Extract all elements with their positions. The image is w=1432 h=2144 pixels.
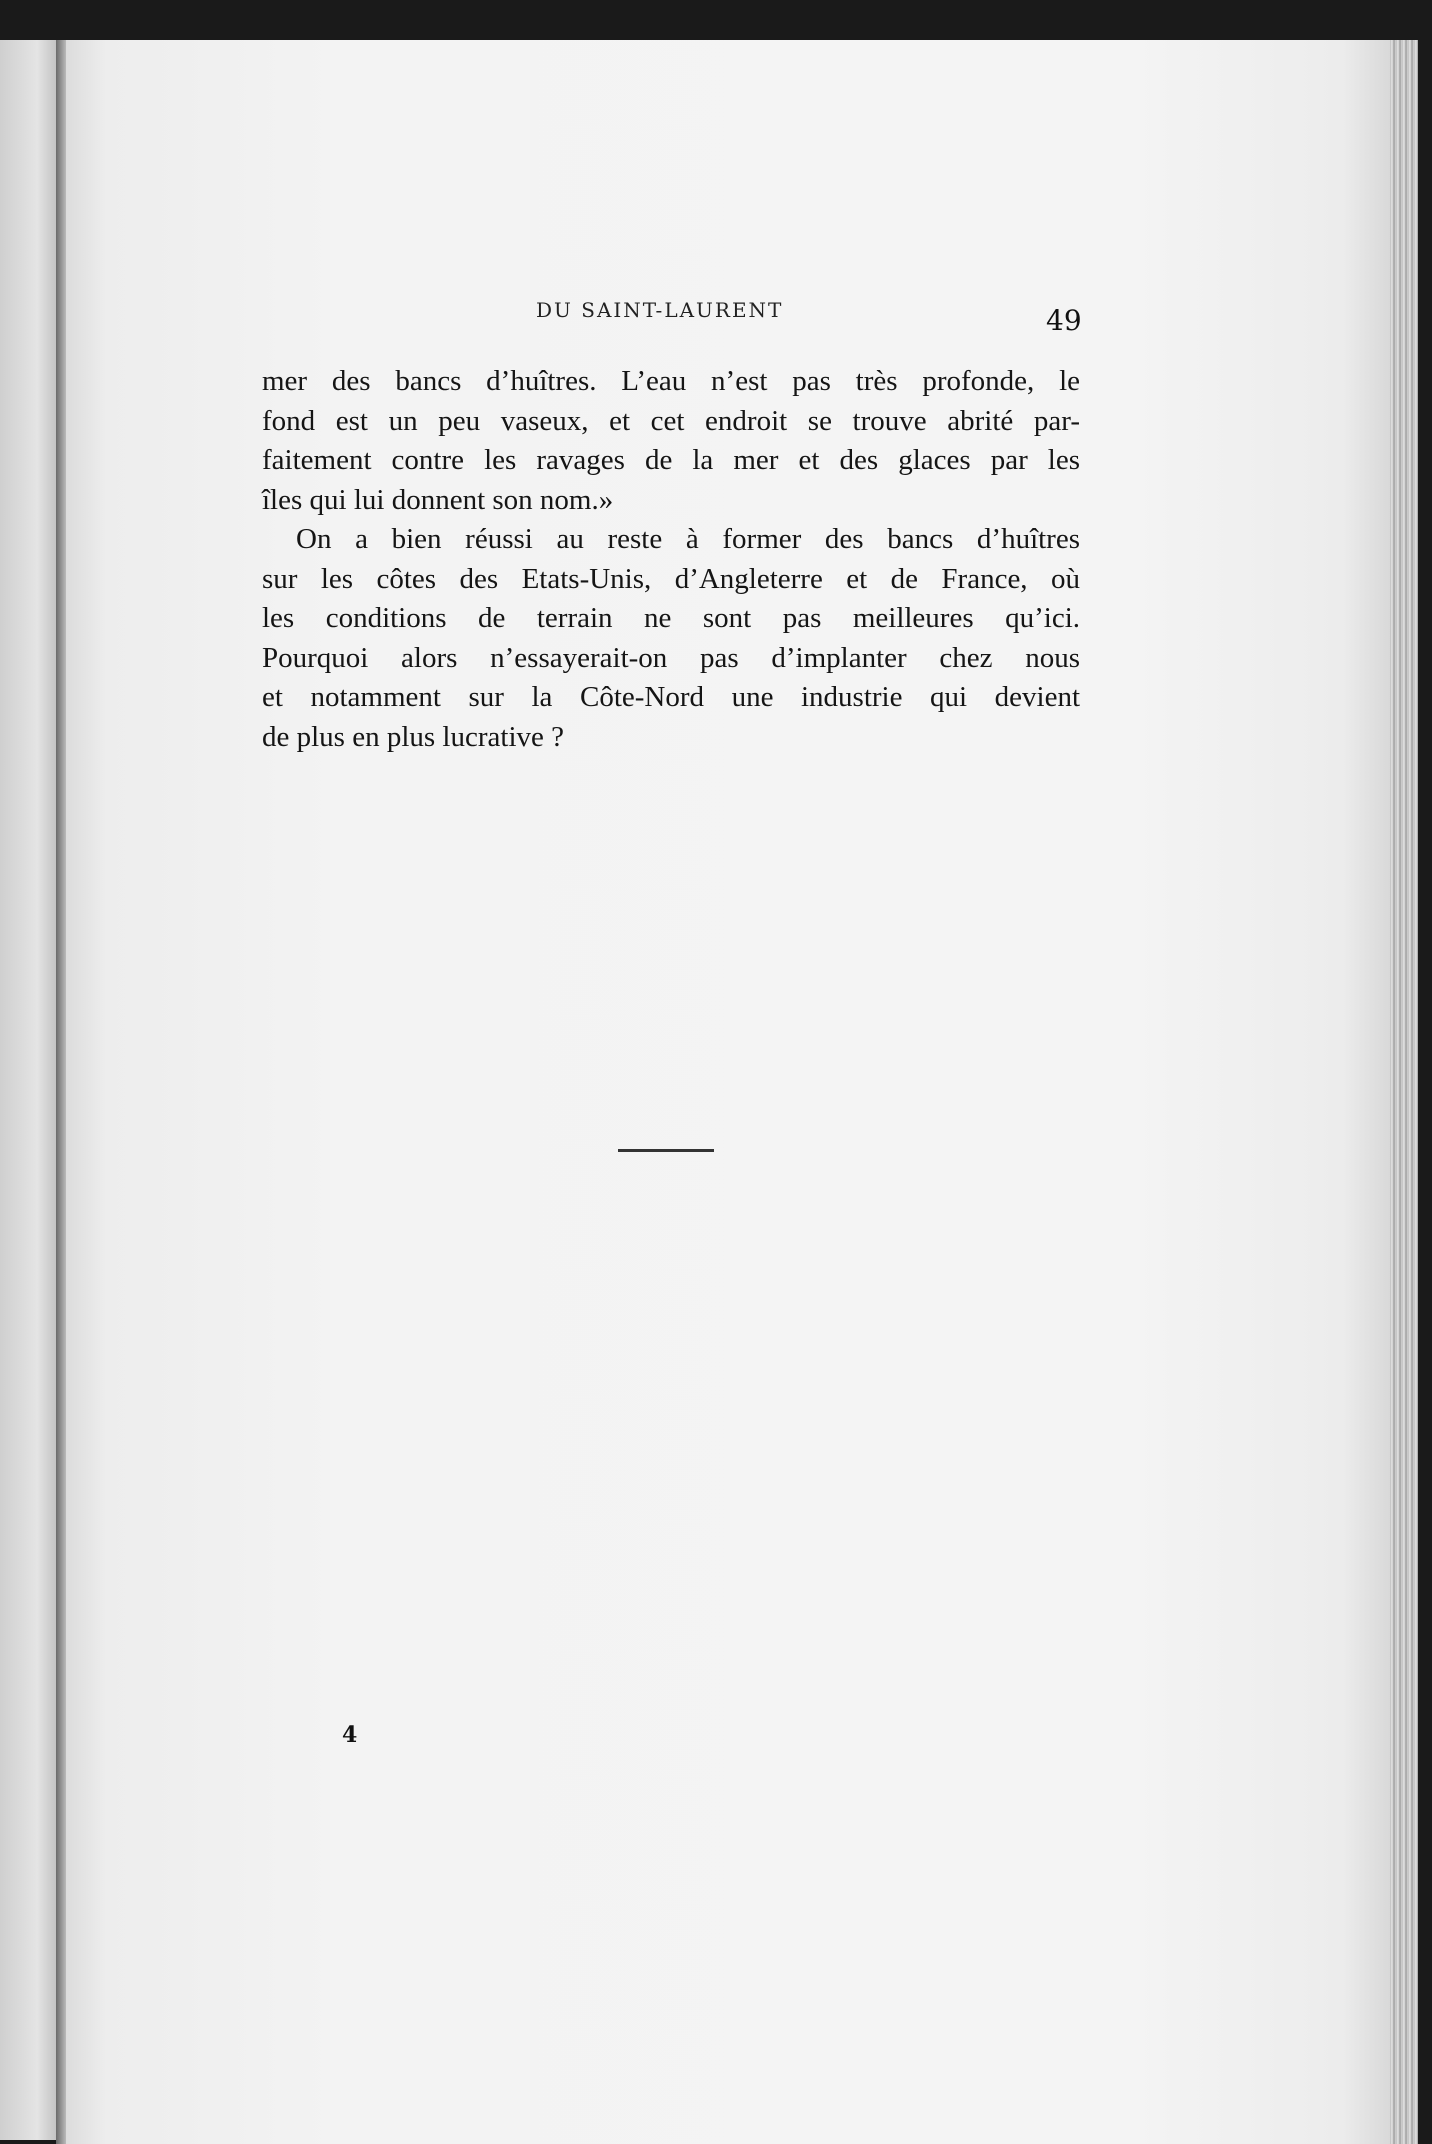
page-block-edges <box>1390 40 1418 2144</box>
section-end-rule <box>618 1149 714 1152</box>
text-line: îles qui lui donnent son nom.» <box>262 483 614 516</box>
book-page <box>66 40 1396 2144</box>
text-line: Pourquoi alors n’essayerait-on pas d’implanter chez nous <box>262 641 1080 674</box>
body-text <box>262 362 1080 757</box>
text-line: et notamment sur la Côte-Nord une industrie qui devient <box>262 681 1080 713</box>
signature-mark: 4 <box>342 1722 358 1748</box>
text-line: On a bien réussi au reste à former des bancs d’huîtres <box>296 523 1080 555</box>
page-number: 49 <box>1046 304 1082 337</box>
facing-page-edge <box>0 40 62 2140</box>
text-line: les conditions de terrain ne sont pas meilleures qu’ici. <box>262 602 1080 634</box>
text-line: fond est un peu vaseux, et cet endroit se trouve abrité par- <box>262 404 1080 437</box>
text-line: faitement contre les ravages de la mer et des glaces par les <box>262 444 1080 476</box>
text-line: sur les côtes des Etats-Unis, d’Angleterre et de France, où <box>262 562 1080 595</box>
text-line: mer des bancs d’huîtres. L’eau n’est pas très profonde, le <box>262 365 1080 397</box>
running-head: DU SAINT-LAURENT <box>536 298 784 322</box>
text-line: de plus en plus lucrative ? <box>262 720 564 753</box>
